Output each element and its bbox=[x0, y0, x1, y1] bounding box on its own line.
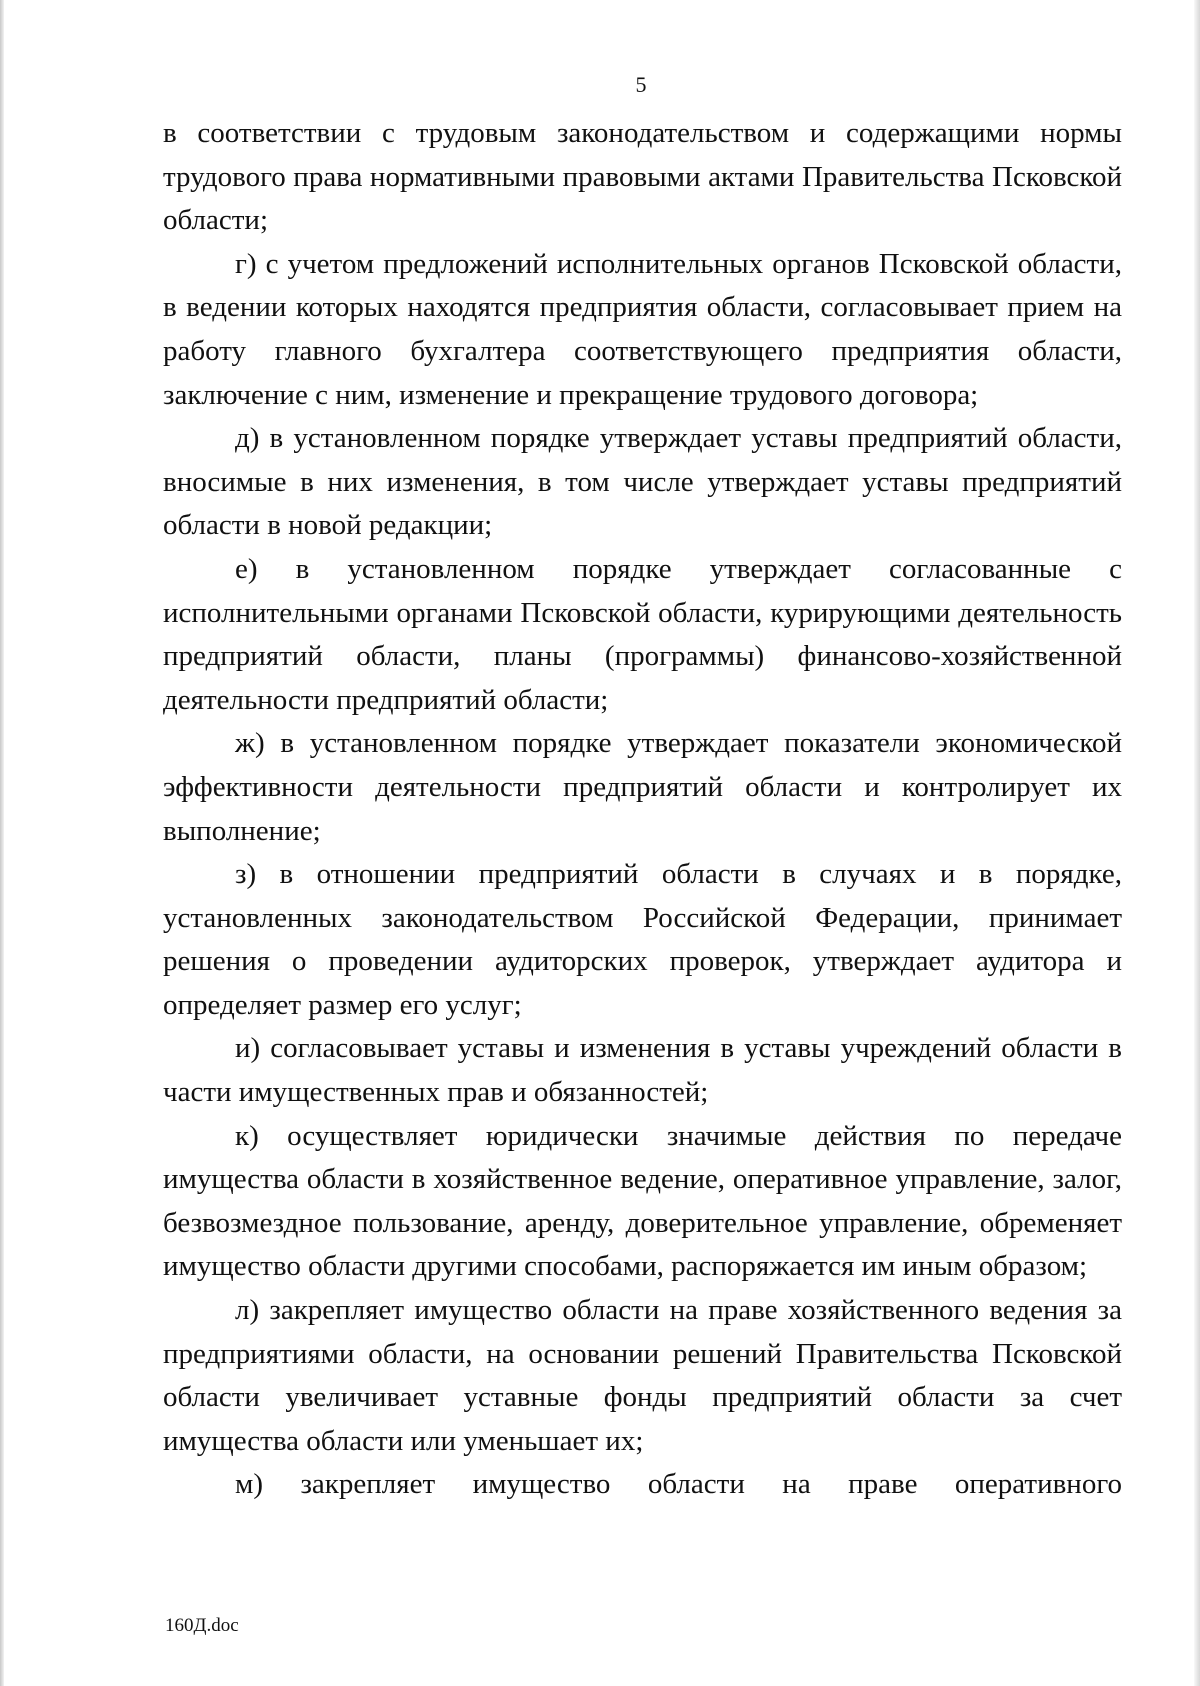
paragraph-e: е) в установленном порядке утверждает согласованные с исполнительными органами Псковской области, курирующими деятельность предприятий области, планы (программы) финансово-хозяйственной деятельности предприятий области; bbox=[163, 552, 1122, 716]
document-body bbox=[163, 112, 1122, 1507]
paragraph-d: д) в установленном порядке утверждает уставы предприятий области, вносимые в них изменения, в том числе утверждает уставы предприятий области в новой редакции; bbox=[163, 422, 1122, 542]
scan-edge-left bbox=[0, 0, 4, 1686]
paragraph-l: л) закрепляет имущество области на праве хозяйственного ведения за предприятиями области, на основании решений Правительства Псковской области увеличивает уставные фонды предприятий области за счет имущества области или уменьшает их; bbox=[163, 1294, 1122, 1457]
paragraph-zh: ж) в установленном порядке утверждает показатели экономической эффективности деятельности предприятий области и контролирует их выполнение; bbox=[163, 727, 1122, 847]
paragraph-z: з) в отношении предприятий области в случаях и в порядке, установленных законодательством Российской Федерации, принимает решения о проведении аудиторских проверок, утверждает аудитора и определяет размер его услуг; bbox=[163, 858, 1122, 1021]
paragraph-continuation: в соответствии с трудовым законодательством и содержащими нормы трудового права нормативными правовыми актами Правительства Псковской области; bbox=[163, 117, 1122, 237]
paragraph-g: г) с учетом предложений исполнительных органов Псковской области, в ведении которых находятся предприятия области, согласовывает прием на работу главного бухгалтера соответствующего предприятия области, заключение с ним, изменение и прекращение трудового договора; bbox=[163, 247, 1122, 411]
scan-edge-right bbox=[1194, 0, 1200, 1686]
paragraph-k: к) осуществляет юридически значимые действия по передаче имущества области в хозяйственное ведение, оперативное управление, залог, безвозмездное пользование, аренду, доверительное управление, обременяет имущество области другими способами, распоряжается им иным образом; bbox=[163, 1119, 1122, 1283]
paragraph-i: и) согласовывает уставы и изменения в уставы учреждений области в части имущественных прав и обязанностей; bbox=[163, 1032, 1122, 1109]
footer-filename: 160Д.doc bbox=[165, 1615, 239, 1636]
page-number: 5 bbox=[635, 72, 647, 97]
paragraph-m: м) закрепляет имущество области на праве оперативного bbox=[235, 1468, 1122, 1501]
